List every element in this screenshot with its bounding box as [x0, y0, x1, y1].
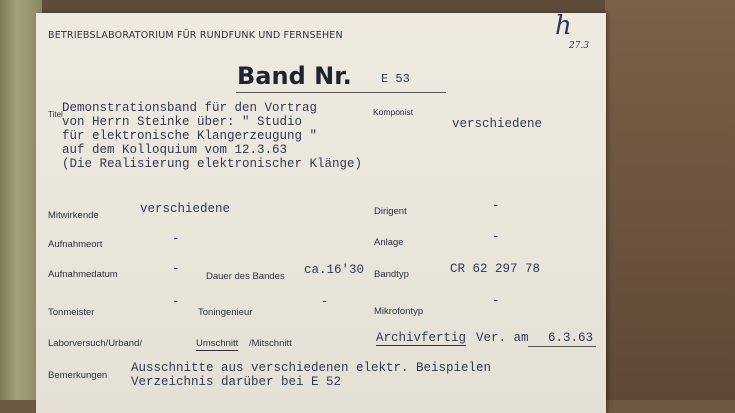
aufnahmedatum-value: - [172, 262, 180, 276]
aufnahmeort-value: - [172, 232, 180, 246]
date-underline [528, 346, 596, 347]
mikrofontyp-label: Mikrofontyp [374, 306, 424, 317]
ver-am-label: Ver. am [476, 331, 529, 345]
card-header: BETRIEBSLABORATORIUM FÜR RUNDFUNK UND FERNSEHEN [48, 30, 343, 41]
komponist-value: verschiedene [452, 117, 543, 131]
dirigent-label: Dirigent [374, 206, 407, 217]
titel-line-4: auf dem Kolloquium vom 12.3.63 [62, 143, 288, 157]
umschnitt-label: Umschnitt [196, 338, 239, 349]
mitschnitt-label: /Mitschnitt [249, 338, 292, 349]
signature-date: 27.3 [569, 41, 590, 51]
titel-line-1: Demonstrationsband für den Vortrag [62, 101, 318, 115]
mikrofontyp-value: - [492, 294, 500, 308]
dirigent-value: - [492, 199, 500, 213]
mitwirkende-label: Mitwirkende [48, 210, 99, 221]
laborversuch-label: Laborversuch/Urband/ [48, 338, 142, 349]
band-number: E 53 [381, 72, 410, 86]
toningenieur-value: - [321, 295, 329, 309]
bemerkungen-label: Bemerkungen [48, 370, 108, 381]
bandtyp-value: CR 62 297 78 [450, 262, 541, 276]
ver-am-date: 6.3.63 [548, 331, 594, 345]
tonmeister-value: - [172, 295, 180, 309]
tonmeister-label: Tonmeister [48, 307, 95, 318]
bandtyp-label: Bandtyp [374, 269, 409, 280]
bemerkungen-line-1: Ausschnitte aus verschiedenen elektr. Beispielen [131, 361, 492, 375]
archivfertig-value: Archivfertig [376, 331, 467, 345]
aufnahmedatum-label: Aufnahmedatum [48, 269, 118, 280]
signature-initial: h [555, 11, 572, 41]
band-underline [236, 92, 446, 93]
anlage-value: - [492, 230, 500, 244]
archive-index-card [36, 13, 606, 413]
titel-line-5: (Die Realisierung elektronischer Klänge) [62, 157, 363, 171]
band-label: Band Nr. [237, 62, 352, 90]
anlage-label: Anlage [374, 237, 404, 248]
aufnahmeort-label: Aufnahmeort [48, 239, 103, 250]
komponist-label: Komponist [373, 107, 414, 117]
titel-line-3: für elektronische Klangerzeugung " [62, 129, 318, 143]
toningenieur-label: Toningenieur [198, 307, 253, 318]
dauer-value: ca.16'30 [304, 263, 365, 277]
titel-label: Titel [48, 110, 63, 119]
bemerkungen-line-2: Verzeichnis darüber bei E 52 [131, 375, 342, 389]
titel-line-2: von Herrn Steinke über: " Studio [62, 115, 303, 129]
background-right [605, 0, 735, 400]
mitwirkende-value: verschiedene [140, 202, 231, 216]
dauer-label: Dauer des Bandes [206, 271, 285, 282]
